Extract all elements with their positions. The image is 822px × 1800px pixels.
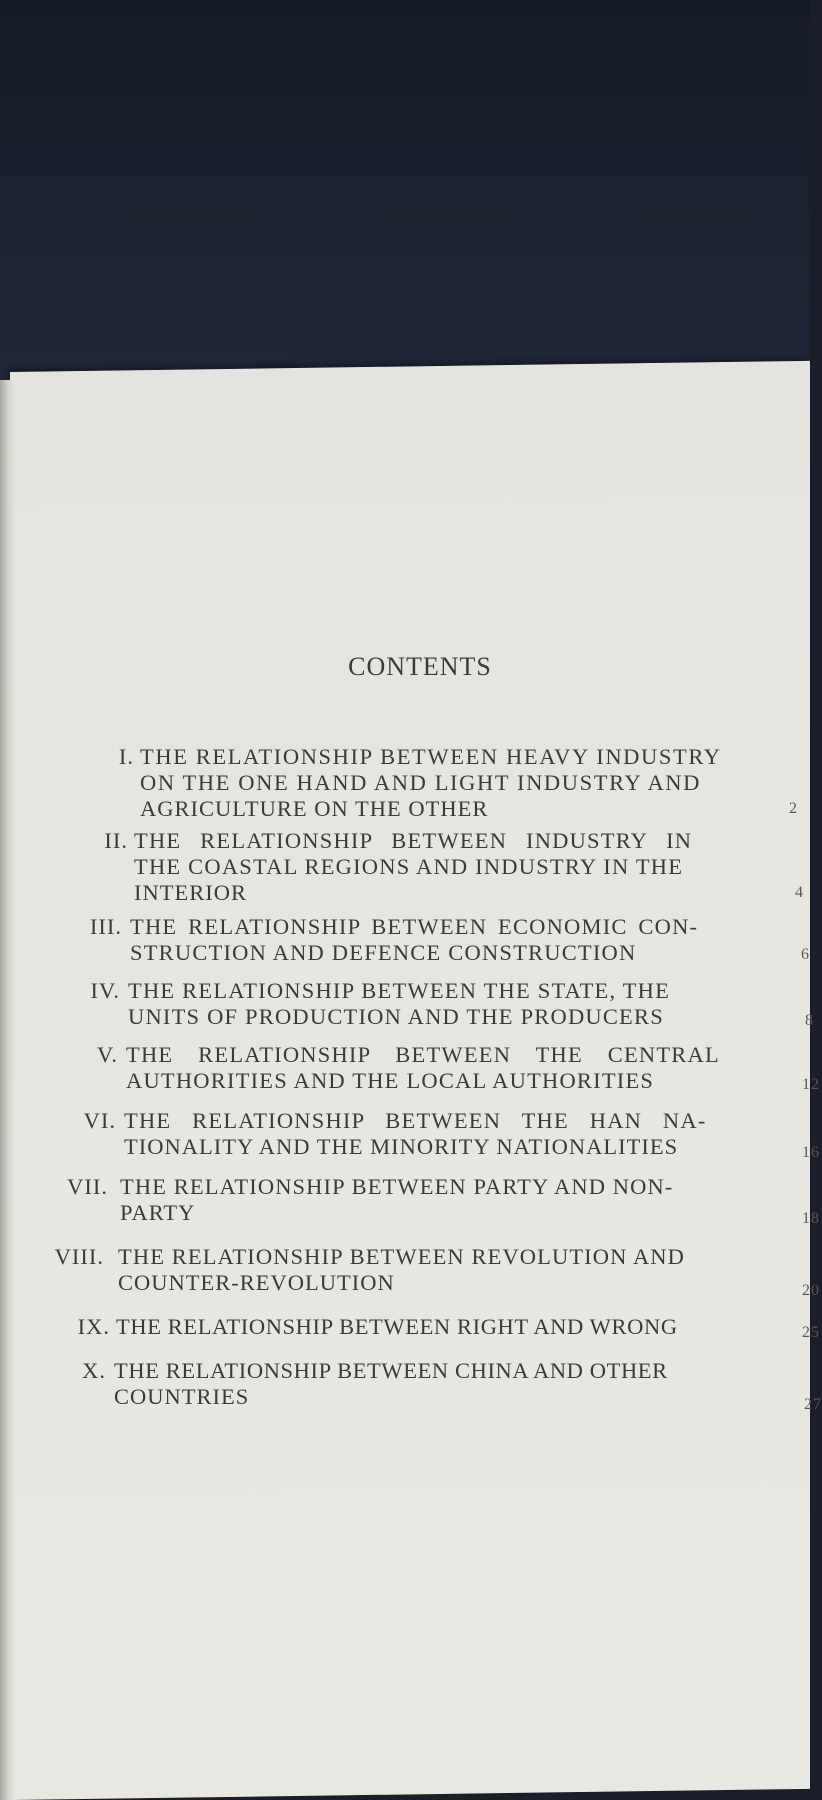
toc-entry-line: THE RELATIONSHIP BETWEEN ECONOMIC CON-	[130, 914, 699, 939]
toc-entry-title	[130, 914, 698, 966]
toc-entry-title	[118, 1244, 685, 1296]
toc-entry-title	[120, 1174, 673, 1226]
toc-entry-line: THE RELATIONSHIP BETWEEN THE HAN NA-	[124, 1108, 707, 1133]
toc-page-number: 2	[789, 800, 798, 817]
toc-entry-number: X.	[82, 1358, 106, 1383]
toc-entry-title	[128, 978, 670, 1030]
toc-entry-line: ON THE ONE HAND AND LIGHT INDUSTRY AND	[140, 770, 701, 795]
toc-page-number: 6	[801, 946, 810, 963]
toc-page-number: 16	[802, 1144, 820, 1161]
toc-entry-line: UNITS OF PRODUCTION AND THE PRODUCERS	[128, 1004, 664, 1029]
toc-entry-number: V.	[97, 1042, 118, 1067]
toc-entry-number: IX.	[77, 1314, 110, 1339]
toc-entry-line: THE RELATIONSHIP BETWEEN RIGHT AND WRONG	[116, 1314, 678, 1339]
toc-entry-title	[114, 1358, 668, 1410]
toc-entry-line: PARTY	[120, 1200, 196, 1225]
toc-entry-number: II.	[104, 828, 128, 853]
toc-entry-line: THE RELATIONSHIP BETWEEN THE STATE, THE	[128, 978, 671, 1003]
toc-entry-line: THE RELATIONSHIP BETWEEN HEAVY INDUSTRY	[140, 744, 722, 769]
contents-heading: CONTENTS	[348, 652, 492, 681]
toc-entry-number: VII.	[67, 1174, 108, 1199]
toc-entry-number: I.	[118, 744, 134, 769]
toc-entry-line: COUNTRIES	[114, 1384, 250, 1409]
toc-page-number: 27	[804, 1396, 822, 1413]
toc-entry-line: THE RELATIONSHIP BETWEEN REVOLUTION AND	[118, 1244, 686, 1269]
toc-entry-line: AUTHORITIES AND THE LOCAL AUTHORITIES	[126, 1068, 655, 1093]
toc-entry-line: TIONALITY AND THE MINORITY NATIONALITIES	[124, 1134, 679, 1159]
toc-entry-line: STRUCTION AND DEFENCE CONSTRUCTION	[130, 940, 637, 965]
toc-entry-title	[134, 828, 692, 906]
toc-entry-title	[116, 1314, 678, 1340]
toc-entry-line: INTERIOR	[134, 880, 247, 905]
toc-entry-number: III.	[89, 914, 122, 939]
page-edge	[0, 380, 14, 1800]
toc-entry-line: THE RELATIONSHIP BETWEEN INDUSTRY IN	[134, 828, 693, 853]
toc-entry-line: COUNTER-REVOLUTION	[118, 1270, 395, 1295]
toc-entry-title	[126, 1042, 720, 1094]
toc-entry-title	[140, 744, 790, 822]
toc-entry-line: THE RELATIONSHIP BETWEEN PARTY AND NON-	[120, 1174, 674, 1199]
toc-entry-line: THE RELATIONSHIP BETWEEN CHINA AND OTHER	[114, 1358, 668, 1383]
toc-entry-number: VI.	[83, 1108, 116, 1133]
toc-page-number: 8	[805, 1012, 814, 1029]
toc-entry-title	[124, 1108, 707, 1160]
dark-fabric-background	[0, 0, 810, 420]
toc-page-number: 18	[802, 1210, 820, 1227]
toc-page-number: 25	[802, 1324, 820, 1341]
toc-entry-line: AGRICULTURE ON THE OTHER	[140, 796, 489, 821]
toc-page-number: 12	[802, 1076, 820, 1093]
toc-entry-line: THE RELATIONSHIP BETWEEN THE CENTRAL	[126, 1042, 720, 1067]
toc-page-number: 4	[795, 884, 804, 901]
toc-page-number: 20	[802, 1282, 820, 1299]
toc-entry-number: VIII.	[54, 1244, 104, 1269]
toc-entry-line: THE COASTAL REGIONS AND INDUSTRY IN THE	[134, 854, 684, 879]
toc-entry-number: IV.	[90, 978, 120, 1003]
